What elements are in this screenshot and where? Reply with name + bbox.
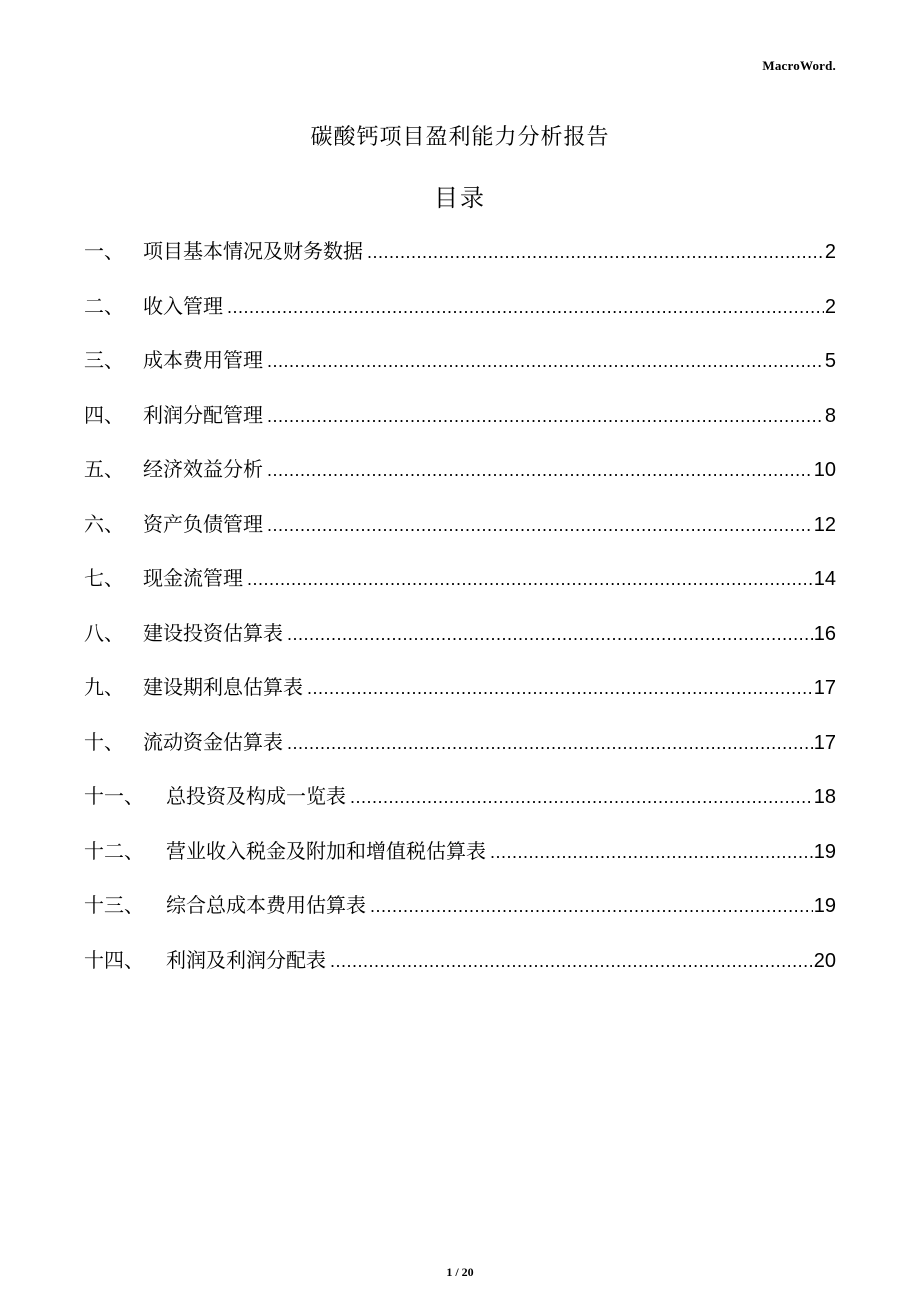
toc-entry-page: 10 xyxy=(813,459,836,481)
toc-entry-page: 5 xyxy=(824,350,836,372)
toc-dot-leader xyxy=(370,883,813,929)
toc-entry-title: 营业收入税金及附加和增值税估算表 xyxy=(166,838,486,863)
toc-entry-title: 项目基本情况及财务数据 xyxy=(143,239,363,263)
toc-dot-leader xyxy=(287,611,813,657)
toc-entry-page: 8 xyxy=(824,404,836,427)
toc-entry[interactable] xyxy=(84,719,836,774)
toc-entry[interactable] xyxy=(84,664,836,719)
page-number: 1 / 20 xyxy=(446,1265,474,1279)
toc-entry[interactable] xyxy=(84,882,836,937)
toc-entry-number: 七、 xyxy=(84,566,124,590)
toc-entry[interactable] xyxy=(84,283,836,338)
toc-entry-page: 19 xyxy=(813,895,836,917)
toc-entry-page: 12 xyxy=(813,513,836,536)
toc-entry-title: 现金流管理 xyxy=(143,566,243,590)
toc-entry-title: 利润及利润分配表 xyxy=(166,947,326,972)
toc-dot-leader xyxy=(350,774,813,820)
toc-entry[interactable] xyxy=(84,828,836,883)
toc-entry[interactable] xyxy=(84,610,836,665)
toc-entry[interactable] xyxy=(84,937,836,992)
toc-dot-leader xyxy=(330,938,813,984)
toc-entry-page: 18 xyxy=(813,786,836,808)
toc-entry-title: 建设投资估算表 xyxy=(143,620,283,645)
toc-entry-number: 十一、 xyxy=(84,784,144,808)
toc-dot-leader xyxy=(287,720,813,766)
toc-entry-title: 收入管理 xyxy=(143,293,223,318)
toc-entry[interactable] xyxy=(84,773,836,828)
toc-entry-page: 14 xyxy=(813,568,836,590)
toc-entry-number: 三、 xyxy=(84,348,124,372)
toc-entry-title: 建设期利息估算表 xyxy=(143,675,303,699)
toc-entry-page: 16 xyxy=(813,622,836,645)
toc-dot-leader xyxy=(247,556,813,602)
toc-dot-leader xyxy=(490,829,813,875)
toc-entry-number: 四、 xyxy=(84,402,124,427)
toc-entry-title: 流动资金估算表 xyxy=(143,729,283,754)
toc-entry[interactable] xyxy=(84,392,836,447)
toc-entry-page: 2 xyxy=(824,241,836,263)
toc-entry-page: 20 xyxy=(813,949,836,972)
toc-entry-number: 十二、 xyxy=(84,838,144,863)
toc-entry-number: 五、 xyxy=(84,457,124,481)
toc-entry-page: 19 xyxy=(813,840,836,863)
toc-entry-title: 总投资及构成一览表 xyxy=(166,784,346,808)
toc-entry[interactable] xyxy=(84,555,836,610)
toc-entry-number: 十四、 xyxy=(84,947,144,972)
toc-entry-number: 八、 xyxy=(84,620,124,645)
toc-entry[interactable] xyxy=(84,228,836,283)
toc-entry[interactable] xyxy=(84,446,836,501)
toc-entry-number: 二、 xyxy=(84,293,124,318)
table-of-contents xyxy=(84,228,836,991)
toc-dot-leader xyxy=(267,338,824,384)
toc-entry-title: 经济效益分析 xyxy=(143,457,263,481)
toc-dot-leader xyxy=(367,229,824,275)
document-title: 碳酸钙项目盈利能力分析报告 xyxy=(310,125,610,150)
toc-entry-title: 综合总成本费用估算表 xyxy=(166,893,366,917)
toc-entry-page: 17 xyxy=(813,731,836,754)
toc-dot-leader xyxy=(267,502,813,548)
toc-dot-leader xyxy=(227,284,824,330)
toc-entry-page: 17 xyxy=(813,677,836,699)
toc-entry-page: 2 xyxy=(824,295,836,318)
toc-entry-title: 利润分配管理 xyxy=(143,402,263,427)
header-brand: MacroWord. xyxy=(762,58,836,73)
toc-entry-title: 资产负债管理 xyxy=(143,511,263,536)
toc-dot-leader xyxy=(267,447,813,493)
toc-entry[interactable] xyxy=(84,337,836,392)
toc-dot-leader xyxy=(267,393,824,439)
toc-entry[interactable] xyxy=(84,501,836,556)
toc-entry-number: 九、 xyxy=(84,675,124,699)
toc-entry-title: 成本费用管理 xyxy=(143,348,263,372)
toc-entry-number: 六、 xyxy=(84,511,124,536)
toc-dot-leader xyxy=(307,665,813,711)
toc-entry-number: 十三、 xyxy=(84,893,144,917)
toc-entry-number: 十、 xyxy=(84,729,124,754)
toc-entry-number: 一、 xyxy=(84,239,124,263)
toc-heading: 目录 xyxy=(434,184,486,212)
